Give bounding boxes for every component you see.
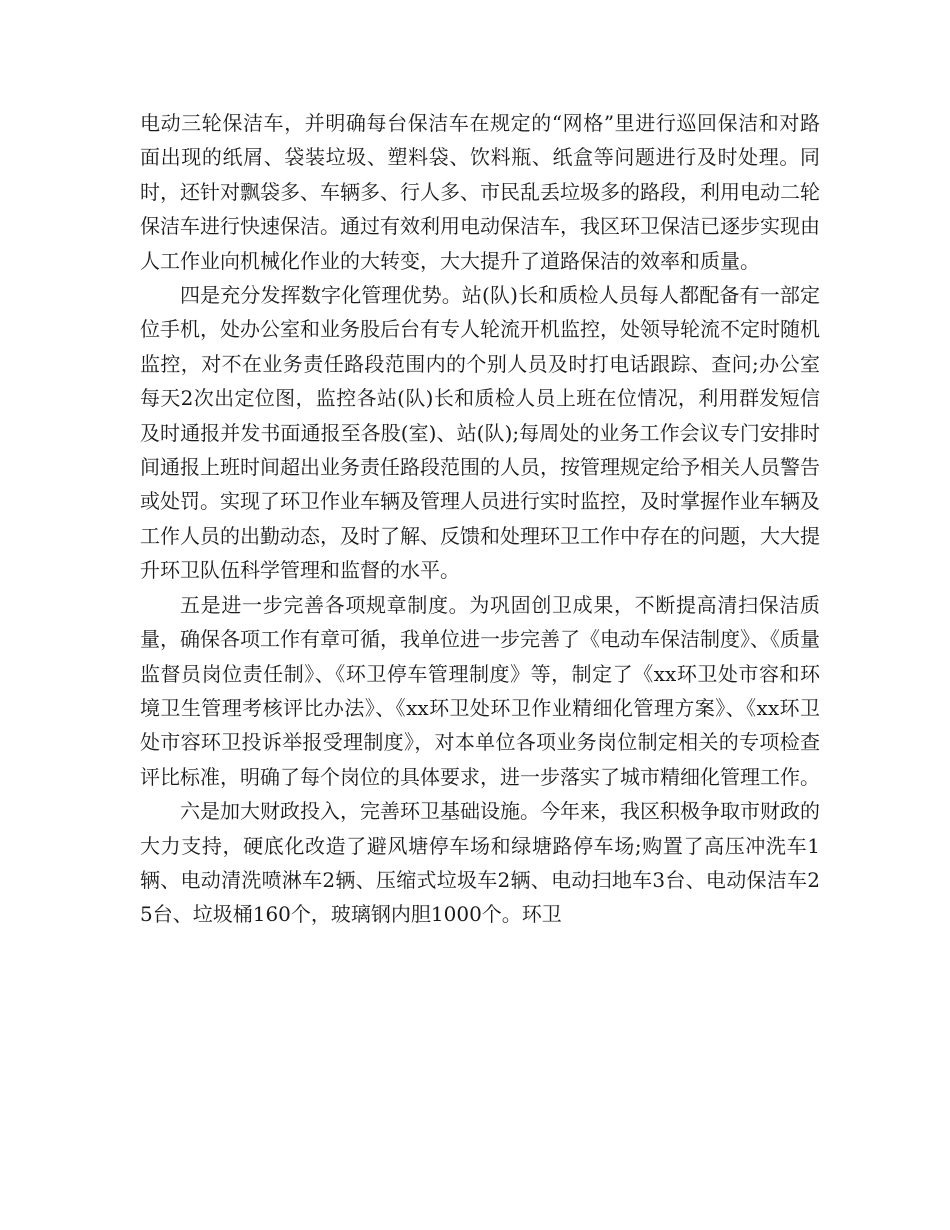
paragraph-2: 四是充分发挥数字化管理优势。站(队)长和质检人员每人都配备有一部定位手机，处办公室和业务股后台有专人轮流开机监控，处领导轮流不定时随机监控，对不在业务责任路段范围内的个别人员及时打电话跟踪、查问;办公室每天2次出定位图，监控各站(队)长和质检人员上班在位情况，利用群发短信及时通报并发书面通报至各股(室)、站(队);每周处的业务工作会议专门安排时间通报上班时间超出业务责任路段范围的人员，按管理规定给予相关人员警告或处罚。实现了环卫作业车辆及管理人员进行实时监控，及时掌握作业车辆及工作人员的出勤动态，及时了解、反馈和处理环卫工作中存在的问题，大大提升环卫队伍科学管理和监督的水平。: [140, 283, 820, 583]
document-page: [140, 106, 820, 932]
paragraph-4: 六是加大财政投入，完善环卫基础设施。今年来，我区积极争取市财政的大力支持，硬底化改造了避风塘停车场和绿塘路停车场;购置了高压冲洗车1辆、电动清洗喷淋车2辆、压缩式垃圾车2辆、电动扫地车3台、电动保洁车25台、垃圾桶160个，玻璃钢内胆1000个。环卫: [140, 799, 820, 927]
paragraph-1: 电动三轮保洁车，并明确每台保洁车在规定的“网格”里进行巡回保洁和对路面出现的纸屑、袋装垃圾、塑料袋、饮料瓶、纸盒等问题进行及时处理。同时，还针对飘袋多、车辆多、行人多、市民乱丢垃圾多的路段，利用电动二轮保洁车进行快速保洁。通过有效利用电动保洁车，我区环卫保洁已逐步实现由人工作业向机械化作业的大转变，大大提升了道路保洁的效率和质量。: [140, 111, 820, 273]
paragraph-3: 五是进一步完善各项规章制度。为巩固创卫成果，不断提高清扫保洁质量，确保各项工作有章可循，我单位进一步完善了《电动车保洁制度》、《质量监督员岗位责任制》、《环卫停车管理制度》等，制定了《xx环卫处市容和环境卫生管理考核评比办法》、《xx环卫处环卫作业精细化管理方案》、《xx环卫处市容环卫投诉举报受理制度》，对本单位各项业务岗位制定相关的专项检查评比标准，明确了每个岗位的具体要求，进一步落实了城市精细化管理工作。: [140, 592, 820, 789]
